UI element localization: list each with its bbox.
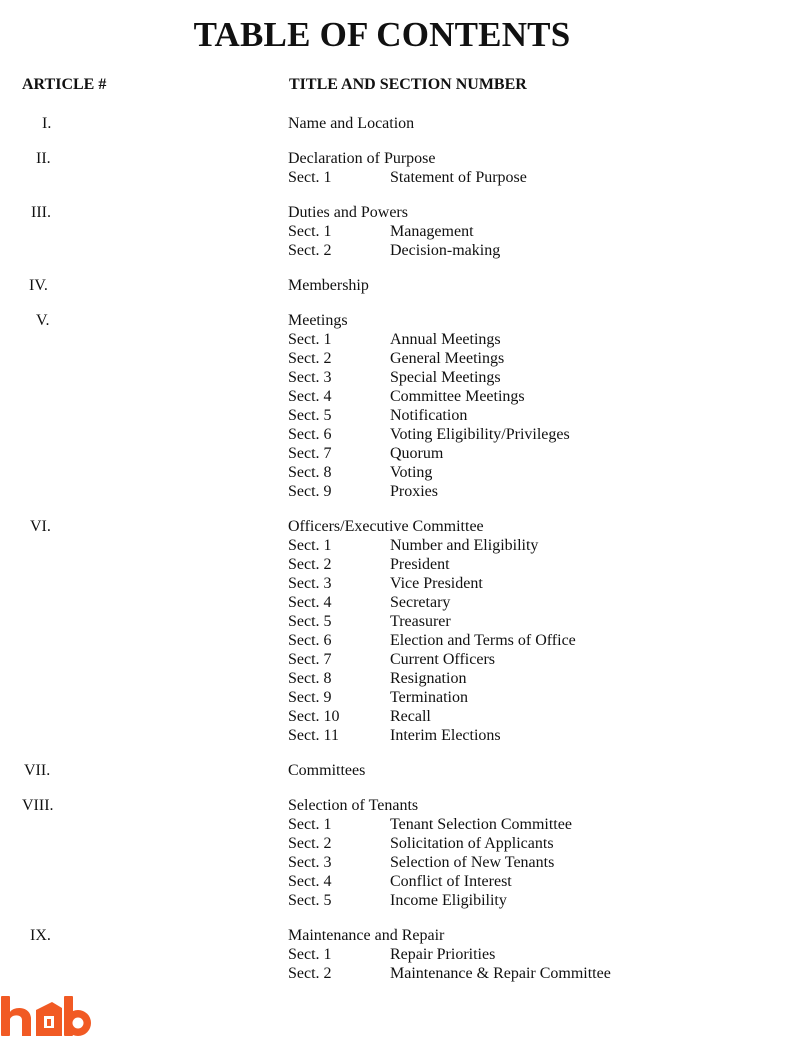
article-entry — [0, 761, 789, 780]
section-number: Sect. 4 — [288, 873, 332, 890]
section-row — [0, 612, 789, 631]
section-number: Sect. 9 — [288, 689, 332, 706]
section-number: Sect. 1 — [288, 223, 332, 240]
section-row — [0, 387, 789, 406]
section-number: Sect. 3 — [288, 369, 332, 386]
section-title: Voting — [390, 464, 433, 481]
article-entry — [0, 203, 789, 260]
article-title: Membership — [288, 277, 369, 294]
section-title: Interim Elections — [390, 727, 501, 744]
section-number: Sect. 2 — [288, 835, 332, 852]
section-title: Proxies — [390, 483, 438, 500]
section-number: Sect. 3 — [288, 575, 332, 592]
hab-logo — [0, 994, 92, 1038]
section-title: Voting Eligibility/Privileges — [390, 426, 570, 443]
section-title: Secretary — [390, 594, 451, 611]
section-row — [0, 406, 789, 425]
article-title: Selection of Tenants — [288, 797, 419, 814]
section-row — [0, 463, 789, 482]
section-row — [0, 425, 789, 444]
article-heading-row — [0, 761, 789, 780]
article-heading-row — [0, 203, 789, 222]
article-numeral: IV. — [29, 277, 48, 294]
section-row — [0, 444, 789, 463]
section-number: Sect. 10 — [288, 708, 340, 725]
section-title: Resignation — [390, 670, 467, 687]
article-column-header: ARTICLE # — [22, 76, 107, 93]
section-number: Sect. 3 — [288, 854, 332, 871]
section-title: Special Meetings — [390, 369, 501, 386]
section-title: Maintenance & Repair Committee — [390, 965, 611, 982]
section-number: Sect. 2 — [288, 965, 332, 982]
article-title: Name and Location — [288, 115, 415, 132]
section-title: Termination — [390, 689, 468, 706]
section-title: President — [390, 556, 450, 573]
section-title: Decision-making — [390, 242, 501, 259]
article-heading-row — [0, 926, 789, 945]
article-entry — [0, 517, 789, 745]
title-column-header: TITLE AND SECTION NUMBER — [289, 76, 527, 93]
article-heading-row — [0, 276, 789, 295]
page-title: TABLE OF CONTENTS — [193, 15, 571, 54]
section-number: Sect. 2 — [288, 350, 332, 367]
section-row — [0, 574, 789, 593]
article-title: Duties and Powers — [288, 204, 408, 221]
section-title: Selection of New Tenants — [390, 854, 555, 871]
article-numeral: III. — [31, 204, 51, 221]
article-numeral: IX. — [30, 927, 51, 944]
section-number: Sect. 1 — [288, 331, 332, 348]
article-numeral: VII. — [24, 762, 51, 779]
article-title: Declaration of Purpose — [288, 150, 436, 167]
section-row — [0, 631, 789, 650]
section-title: Management — [390, 223, 474, 240]
article-numeral: V. — [36, 312, 50, 329]
section-title: Treasurer — [390, 613, 451, 630]
section-title: Vice President — [390, 575, 483, 592]
section-row — [0, 349, 789, 368]
section-number: Sect. 2 — [288, 242, 332, 259]
section-row — [0, 688, 789, 707]
section-row — [0, 168, 789, 187]
section-title: Current Officers — [390, 651, 495, 668]
section-row — [0, 726, 789, 745]
section-row — [0, 945, 789, 964]
section-row — [0, 482, 789, 501]
section-row — [0, 891, 789, 910]
article-heading-row — [0, 114, 789, 133]
section-row — [0, 555, 789, 574]
section-number: Sect. 5 — [288, 407, 332, 424]
section-number: Sect. 1 — [288, 946, 332, 963]
article-entry — [0, 311, 789, 501]
section-title: Statement of Purpose — [390, 169, 527, 186]
section-number: Sect. 7 — [288, 445, 332, 462]
section-row — [0, 222, 789, 241]
article-heading-row — [0, 796, 789, 815]
section-number: Sect. 5 — [288, 892, 332, 909]
section-title: Notification — [390, 407, 468, 424]
section-row — [0, 330, 789, 349]
section-title: Conflict of Interest — [390, 873, 512, 890]
section-title: Recall — [390, 708, 431, 725]
section-row — [0, 241, 789, 260]
section-number: Sect. 8 — [288, 670, 332, 687]
section-title: Income Eligibility — [390, 892, 507, 909]
section-number: Sect. 1 — [288, 816, 332, 833]
section-row — [0, 964, 789, 983]
article-title: Meetings — [288, 312, 348, 329]
article-title: Committees — [288, 762, 366, 779]
section-row — [0, 669, 789, 688]
section-number: Sect. 2 — [288, 556, 332, 573]
section-title: Committee Meetings — [390, 388, 525, 405]
section-title: Quorum — [390, 445, 444, 462]
section-number: Sect. 6 — [288, 426, 332, 443]
hab-logo-icon — [0, 994, 92, 1038]
section-number: Sect. 1 — [288, 537, 332, 554]
article-heading-row — [0, 517, 789, 536]
section-title: Repair Priorities — [390, 946, 496, 963]
article-entry — [0, 926, 789, 983]
section-row — [0, 872, 789, 891]
article-numeral: VIII. — [22, 797, 54, 814]
section-row — [0, 368, 789, 387]
article-entry — [0, 796, 789, 910]
section-title: Number and Eligibility — [390, 537, 539, 554]
article-numeral: II. — [36, 150, 51, 167]
article-title: Maintenance and Repair — [288, 927, 445, 944]
section-row — [0, 853, 789, 872]
article-heading-row — [0, 311, 789, 330]
section-number: Sect. 8 — [288, 464, 332, 481]
section-title: Annual Meetings — [390, 331, 501, 348]
article-numeral: I. — [42, 115, 52, 132]
article-entry — [0, 276, 789, 295]
section-number: Sect. 4 — [288, 388, 332, 405]
section-number: Sect. 9 — [288, 483, 332, 500]
article-title: Officers/Executive Committee — [288, 518, 484, 535]
section-number: Sect. 5 — [288, 613, 332, 630]
section-row — [0, 650, 789, 669]
section-row — [0, 536, 789, 555]
section-number: Sect. 1 — [288, 169, 332, 186]
section-title: General Meetings — [390, 350, 505, 367]
section-title: Solicitation of Applicants — [390, 835, 554, 852]
article-entry — [0, 149, 789, 187]
section-title: Election and Terms of Office — [390, 632, 576, 649]
section-number: Sect. 7 — [288, 651, 332, 668]
article-heading-row — [0, 149, 789, 168]
section-row — [0, 593, 789, 612]
section-row — [0, 815, 789, 834]
table-of-contents — [0, 114, 789, 999]
section-row — [0, 707, 789, 726]
article-entry — [0, 114, 789, 133]
section-number: Sect. 4 — [288, 594, 332, 611]
section-row — [0, 834, 789, 853]
section-number: Sect. 11 — [288, 727, 339, 744]
section-number: Sect. 6 — [288, 632, 332, 649]
article-numeral: VI. — [30, 518, 51, 535]
section-title: Tenant Selection Committee — [390, 816, 572, 833]
